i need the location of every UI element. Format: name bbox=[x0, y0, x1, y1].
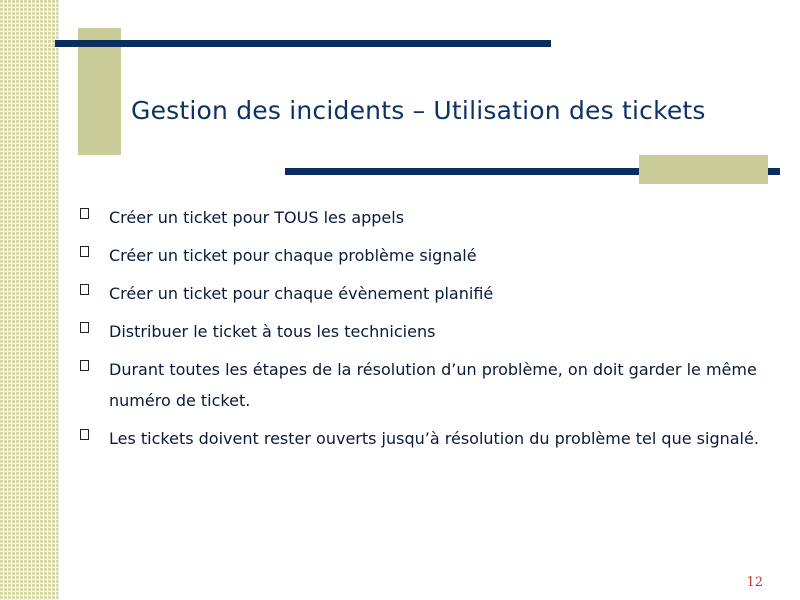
decorative-block-top bbox=[78, 28, 121, 155]
bullet-item bbox=[80, 240, 760, 271]
decorative-line-top bbox=[55, 40, 551, 47]
square-bullet-icon bbox=[80, 208, 89, 219]
square-bullet-icon bbox=[80, 429, 89, 440]
bullet-item bbox=[80, 354, 760, 416]
bullet-text: Durant toutes les étapes de la résolution d’un problème, on doit garder le même numéro de ticket. bbox=[109, 360, 757, 410]
square-bullet-icon bbox=[80, 284, 89, 295]
bullet-list bbox=[80, 202, 760, 461]
bullet-item bbox=[80, 278, 760, 309]
slide-title: Gestion des incidents – Utilisation des tickets bbox=[131, 96, 706, 125]
bullet-item bbox=[80, 423, 760, 454]
square-bullet-icon bbox=[80, 360, 89, 371]
bullet-text: Distribuer le ticket à tous les techniciens bbox=[109, 322, 436, 341]
square-bullet-icon bbox=[80, 322, 89, 333]
bullet-text: Créer un ticket pour chaque problème signalé bbox=[109, 246, 477, 265]
square-bullet-icon bbox=[80, 246, 89, 257]
bullet-item bbox=[80, 202, 760, 233]
bullet-text: Créer un ticket pour chaque évènement planifié bbox=[109, 284, 494, 303]
bullet-text: Créer un ticket pour TOUS les appels bbox=[109, 208, 405, 227]
bullet-text: Les tickets doivent rester ouverts jusqu’à résolution du problème tel que signalé. bbox=[109, 429, 759, 448]
bullet-item bbox=[80, 316, 760, 347]
page-number: 12 bbox=[746, 575, 763, 590]
decorative-block-bottom bbox=[639, 155, 768, 184]
left-pattern-border bbox=[0, 0, 59, 600]
